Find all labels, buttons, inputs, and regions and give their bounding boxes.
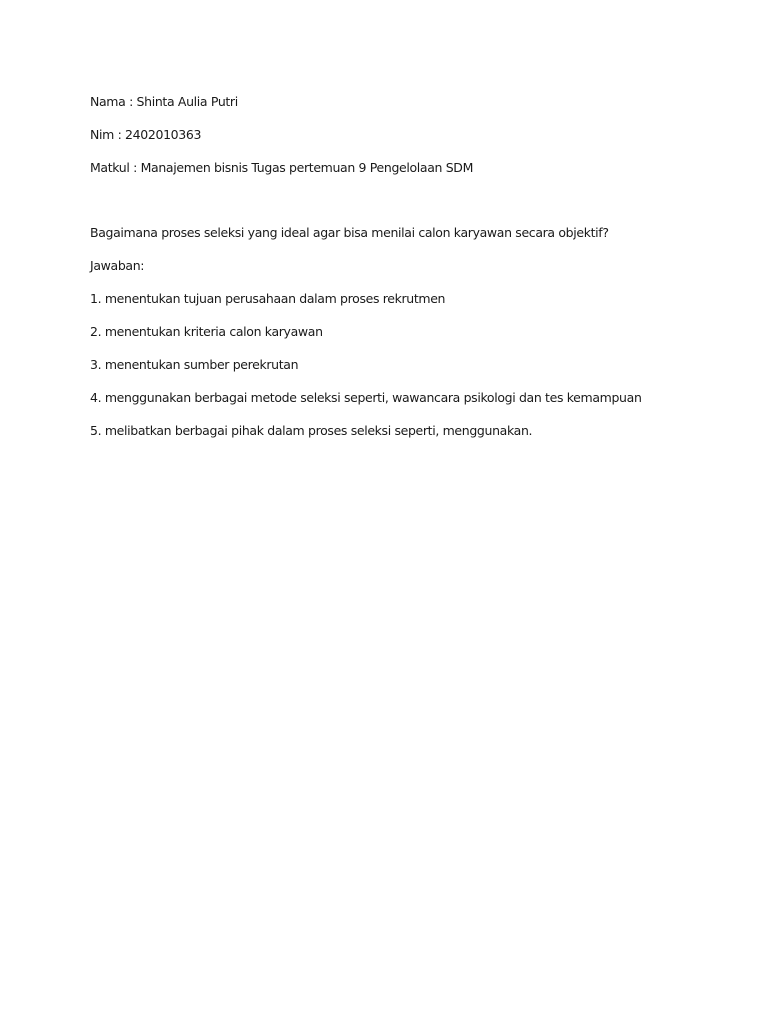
answer-item: 5. melibatkan berbagai pihak dalam proses seleksi seperti, menggunakan. [90, 423, 533, 438]
answer-item: 1. menentukan tujuan perusahaan dalam proses rekrutmen [90, 291, 446, 306]
course-line: Matkul : Manajemen bisnis Tugas pertemuan 9 Pengelolaan SDM [90, 160, 474, 175]
answer-item: 4. menggunakan berbagai metode seleksi seperti, wawancara psikologi dan tes kemampuan [90, 390, 642, 405]
student-name-line: Nama : Shinta Aulia Putri [90, 94, 238, 109]
answer-item: 3. menentukan sumber perekrutan [90, 357, 299, 372]
answer-label: Jawaban: [90, 258, 145, 273]
answer-item: 2. menentukan kriteria calon karyawan [90, 324, 323, 339]
student-id-line: Nim : 2402010363 [90, 127, 202, 142]
question-text: Bagaimana proses seleksi yang ideal agar bisa menilai calon karyawan secara objektif? [90, 225, 609, 240]
